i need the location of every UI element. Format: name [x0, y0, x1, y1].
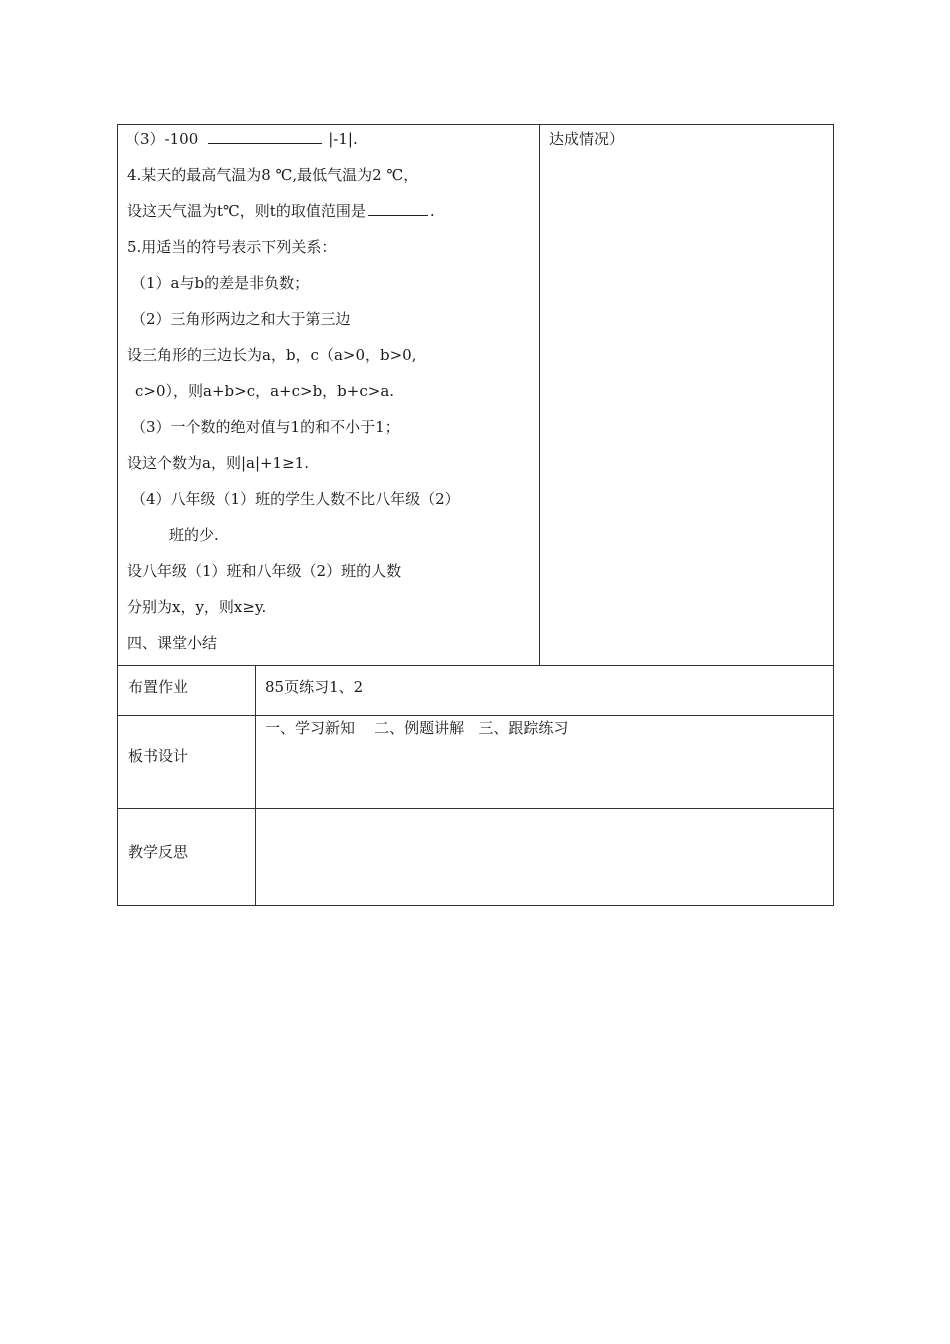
exercise-line-12: 班的少.: [169, 526, 219, 544]
exercise-line-7: 设三角形的三边长为a，b，c（a>0，b>0,: [127, 346, 417, 364]
exercise-row: [118, 125, 834, 666]
exercise-line-8: c>0），则a+b>c，a+c>b，b+c>a.: [135, 382, 395, 400]
exercise-line-11: （4）八年级（1）班的学生人数不比八年级（2）: [131, 490, 460, 508]
exercise-3-prefix: （3）-100: [125, 130, 199, 148]
homework-label: 布置作业: [128, 678, 189, 696]
exercise-3-suffix: |-1|.: [328, 130, 358, 148]
reflection-content-cell: [256, 809, 834, 906]
reflection-label-cell: [118, 809, 256, 906]
answer-blank-2: [368, 202, 428, 216]
exercise-line-2: 4.某天的最高气温为8 ℃,最低气温为2 ℃，: [127, 166, 419, 184]
section-summary-heading: 四、课堂小结: [127, 634, 218, 652]
lesson-plan-sheet: [117, 124, 833, 905]
answer-blank-1: [208, 130, 322, 144]
exercise-line-1: [125, 129, 358, 149]
temperature-question-end: .: [429, 202, 435, 220]
achievement-status-text: 达成情况）: [549, 130, 625, 148]
exercise-line-5: （1）a与b的差是非负数；: [131, 274, 310, 292]
board-label: 板书设计: [128, 747, 189, 765]
exercise-line-9: （3）一个数的绝对值与1的和不小于1；: [131, 418, 400, 436]
exercise-line-10: 设这个数为a，则|a|+1≥1.: [127, 454, 309, 472]
homework-row: [118, 666, 834, 716]
homework-content-cell: [256, 666, 834, 716]
homework-label-cell: [118, 666, 256, 716]
reflection-row: [118, 809, 834, 906]
board-content: 一、学习新知 二、例题讲解 三、跟踪练习: [265, 719, 569, 737]
homework-content: 85页练习1、2: [265, 678, 364, 696]
exercise-line-4: 5.用适当的符号表示下列关系：: [127, 238, 337, 256]
temperature-question: 设这天气温为t℃，则t的取值范围是: [127, 202, 366, 220]
exercise-line-3: [127, 201, 435, 221]
board-design-row: [118, 716, 834, 809]
lesson-plan-table: [117, 124, 834, 906]
exercise-cell: [118, 125, 540, 666]
reflection-label: 教学反思: [128, 843, 189, 861]
achievement-cell: [540, 125, 834, 666]
board-label-cell: [118, 716, 256, 809]
exercise-line-13: 设八年级（1）班和八年级（2）班的人数: [127, 562, 402, 580]
board-content-cell: [256, 716, 834, 809]
exercise-line-14: 分别为x，y，则x≥y.: [127, 598, 267, 616]
exercise-line-6: （2）三角形两边之和大于第三边: [131, 310, 351, 328]
